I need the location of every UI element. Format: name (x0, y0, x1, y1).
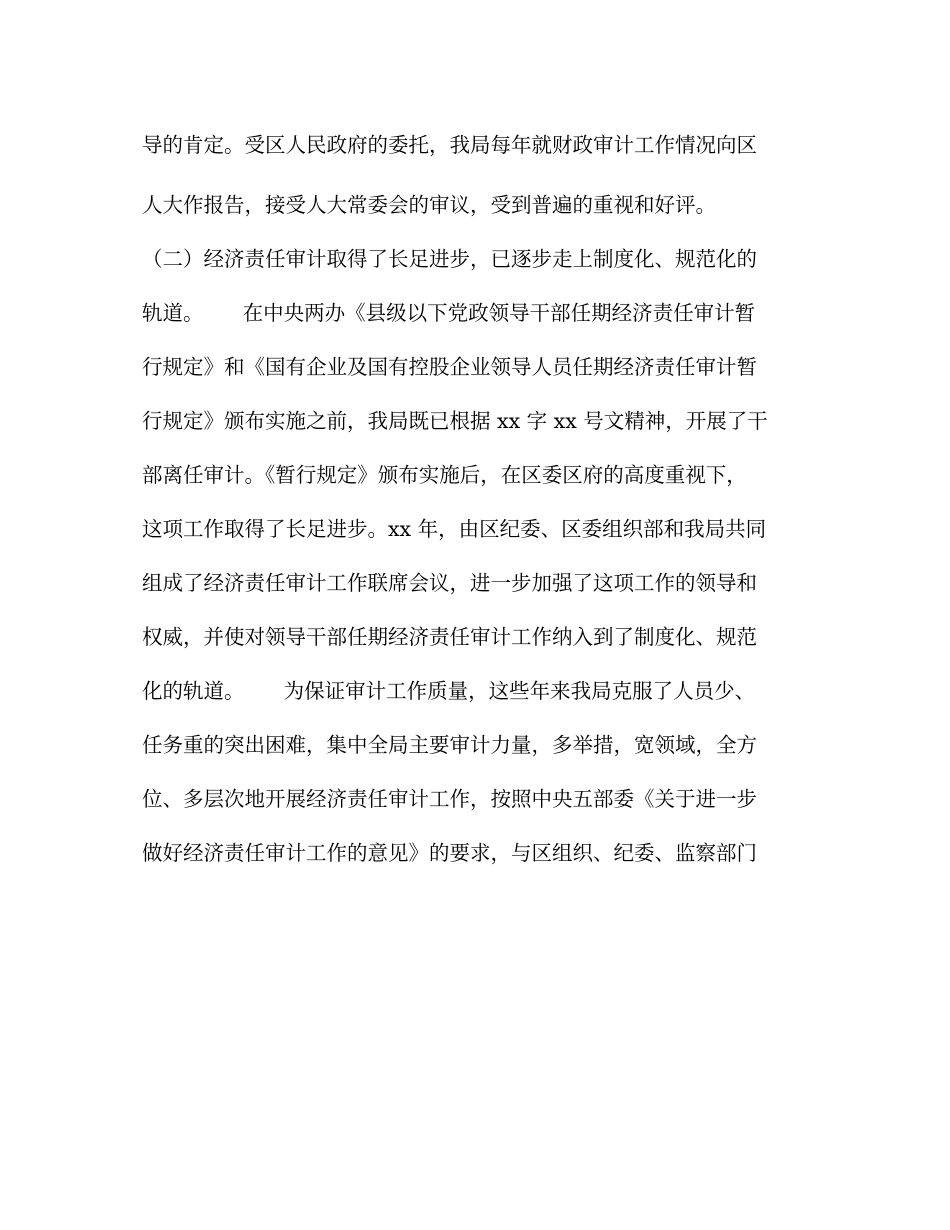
text-line: 这项工作取得了长足进步。xx 年，由区纪委、区委组织部和我局共同 (142, 517, 767, 541)
text-line: 部离任审计。《暂行规定》颁布实施后，在区委区府的高度重视下， (142, 463, 747, 487)
text-line: 做好经济责任审计工作的意见》的要求，与区组织、纪委、监察部门 (142, 841, 757, 865)
text-line: （二）经济责任审计取得了长足进步，已逐步走上制度化、规范化的 (142, 247, 757, 271)
text-line: 权威，并使对领导干部任期经济责任审计工作纳入到了制度化、规范 (142, 625, 757, 649)
text-line: 组成了经济责任审计工作联席会议，进一步加强了这项工作的领导和 (142, 571, 757, 595)
text-line: 行规定》颁布实施之前，我局既已根据 xx 字 xx 号文精神，开展了干 (142, 409, 768, 433)
text-line: 行规定》和《国有企业及国有控股企业领导人员任期经济责任审计暂 (142, 355, 757, 379)
text-line: 位、多层次地开展经济责任审计工作，按照中央五部委《关于进一步 (142, 787, 757, 811)
text-line: 导的肯定。受区人民政府的委托，我局每年就财政审计工作情况向区 (142, 133, 757, 157)
body-text (142, 123, 810, 885)
text-line: 轨道。 在中央两办《县级以下党政领导干部任期经济责任审计暂 (142, 301, 756, 325)
text-line: 任务重的突出困难，集中全局主要审计力量，多举措，宽领域，全方 (142, 733, 757, 757)
text-line: 人大作报告，接受人大常委会的审议，受到普遍的重视和好评。 (142, 193, 716, 217)
text-line: 化的轨道。 为保证审计工作质量，这些年来我局克服了人员少、 (142, 679, 756, 703)
